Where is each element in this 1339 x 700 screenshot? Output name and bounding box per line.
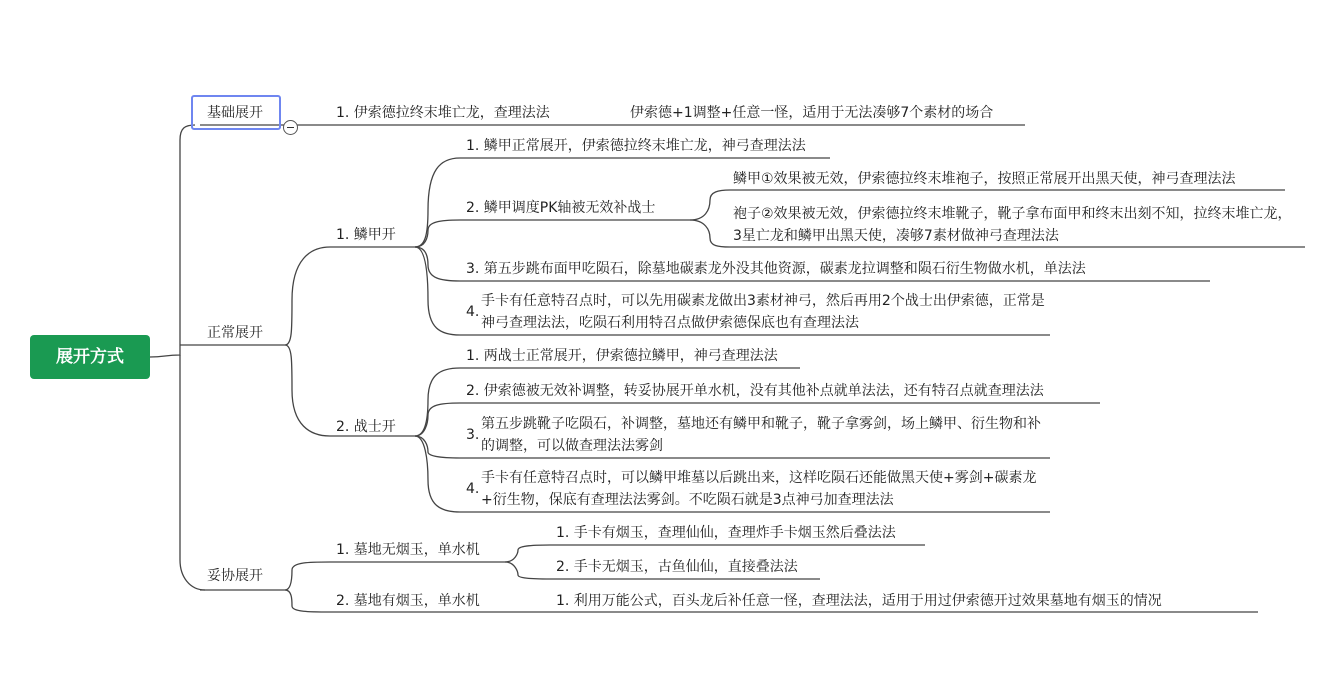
node-has-jade-1[interactable]: 1. 利用万能公式，百头龙后补任意一怪，查理法法，适用于用过伊索德开过效果墓地有烟玉的情况 — [556, 593, 1162, 609]
node-no-jade-1[interactable]: 1. 手卡有烟玉，查理仙仙，查理炸手卡烟玉然后叠法法 — [556, 525, 896, 541]
node-scale[interactable]: 1. 鳞甲开 — [336, 227, 396, 243]
node-no-jade-2[interactable]: 2. 手卡无烟玉，古鱼仙仙，直接叠法法 — [556, 559, 798, 575]
node-warrior-3-number: 3. — [466, 427, 480, 443]
node-warrior-3[interactable]: 第五步跳靴子吃陨石，补调整，墓地还有鳞甲和靴子，靴子拿雾剑，场上鳞甲、衍生物和补的调整，可以做查理法法雾剑 — [481, 416, 1041, 454]
node-warrior-4-number: 4. — [466, 481, 480, 497]
node-basic[interactable]: 基础展开 — [207, 105, 263, 121]
node-warrior-4[interactable]: 手卡有任意特召点时，可以鳞甲堆墓以后跳出来，这样吃陨石还能做黑天使+雾剑+碳素龙+衍生物，保底有查理法法雾剑。不吃陨石就是3点神弓加查理法法 — [481, 470, 1037, 508]
node-warrior-1[interactable]: 1. 两战士正常展开，伊索德拉鳞甲，神弓查理法法 — [466, 348, 778, 364]
node-scale-2b[interactable]: 袍子②效果被无效，伊索德拉终末堆靴子，靴子拿布面甲和终末出刻不知，拉终末堆亡龙，3星亡龙和鳞甲出黑天使，凑够7素材做神弓查理法法 — [733, 206, 1292, 244]
node-compromise[interactable]: 妥协展开 — [207, 568, 263, 584]
node-basic-note[interactable]: 伊索德+1调整+任意一怪，适用于无法凑够7个素材的场合 — [630, 105, 994, 121]
node-scale-2a[interactable]: 鳞甲①效果被无效，伊索德拉终末堆袍子，按照正常展开出黑天使，神弓查理法法 — [733, 171, 1236, 187]
root-node[interactable]: 展开方式 — [30, 335, 150, 379]
node-scale-4-number: 4. — [466, 304, 480, 320]
node-scale-1[interactable]: 1. 鳞甲正常展开，伊索德拉终末堆亡龙，神弓查理法法 — [466, 138, 806, 154]
collapse-icon[interactable] — [283, 120, 298, 135]
node-warrior-2[interactable]: 2. 伊索德被无效补调整，转妥协展开单水机，没有其他补点就单法法，还有特召点就查理法法 — [466, 383, 1044, 399]
node-no-jade[interactable]: 1. 墓地无烟玉，单水机 — [336, 542, 480, 558]
node-scale-4[interactable]: 手卡有任意特召点时，可以先用碳素龙做出3素材神弓，然后再用2个战士出伊索德，正常是神弓查理法法，吃陨石利用特召点做伊索德保底也有查理法法 — [481, 293, 1045, 331]
node-warrior[interactable]: 2. 战士开 — [336, 419, 396, 435]
node-normal[interactable]: 正常展开 — [207, 325, 263, 341]
node-basic-1[interactable]: 1. 伊索德拉终末堆亡龙，查理法法 — [336, 105, 550, 121]
node-scale-2[interactable]: 2. 鳞甲调度PK轴被无效补战士 — [466, 200, 656, 216]
node-has-jade[interactable]: 2. 墓地有烟玉，单水机 — [336, 593, 480, 609]
node-scale-3[interactable]: 3. 第五步跳布面甲吃陨石，除墓地碳素龙外没其他资源，碳素龙拉调整和陨石衍生物做水机，单法法 — [466, 261, 1086, 277]
